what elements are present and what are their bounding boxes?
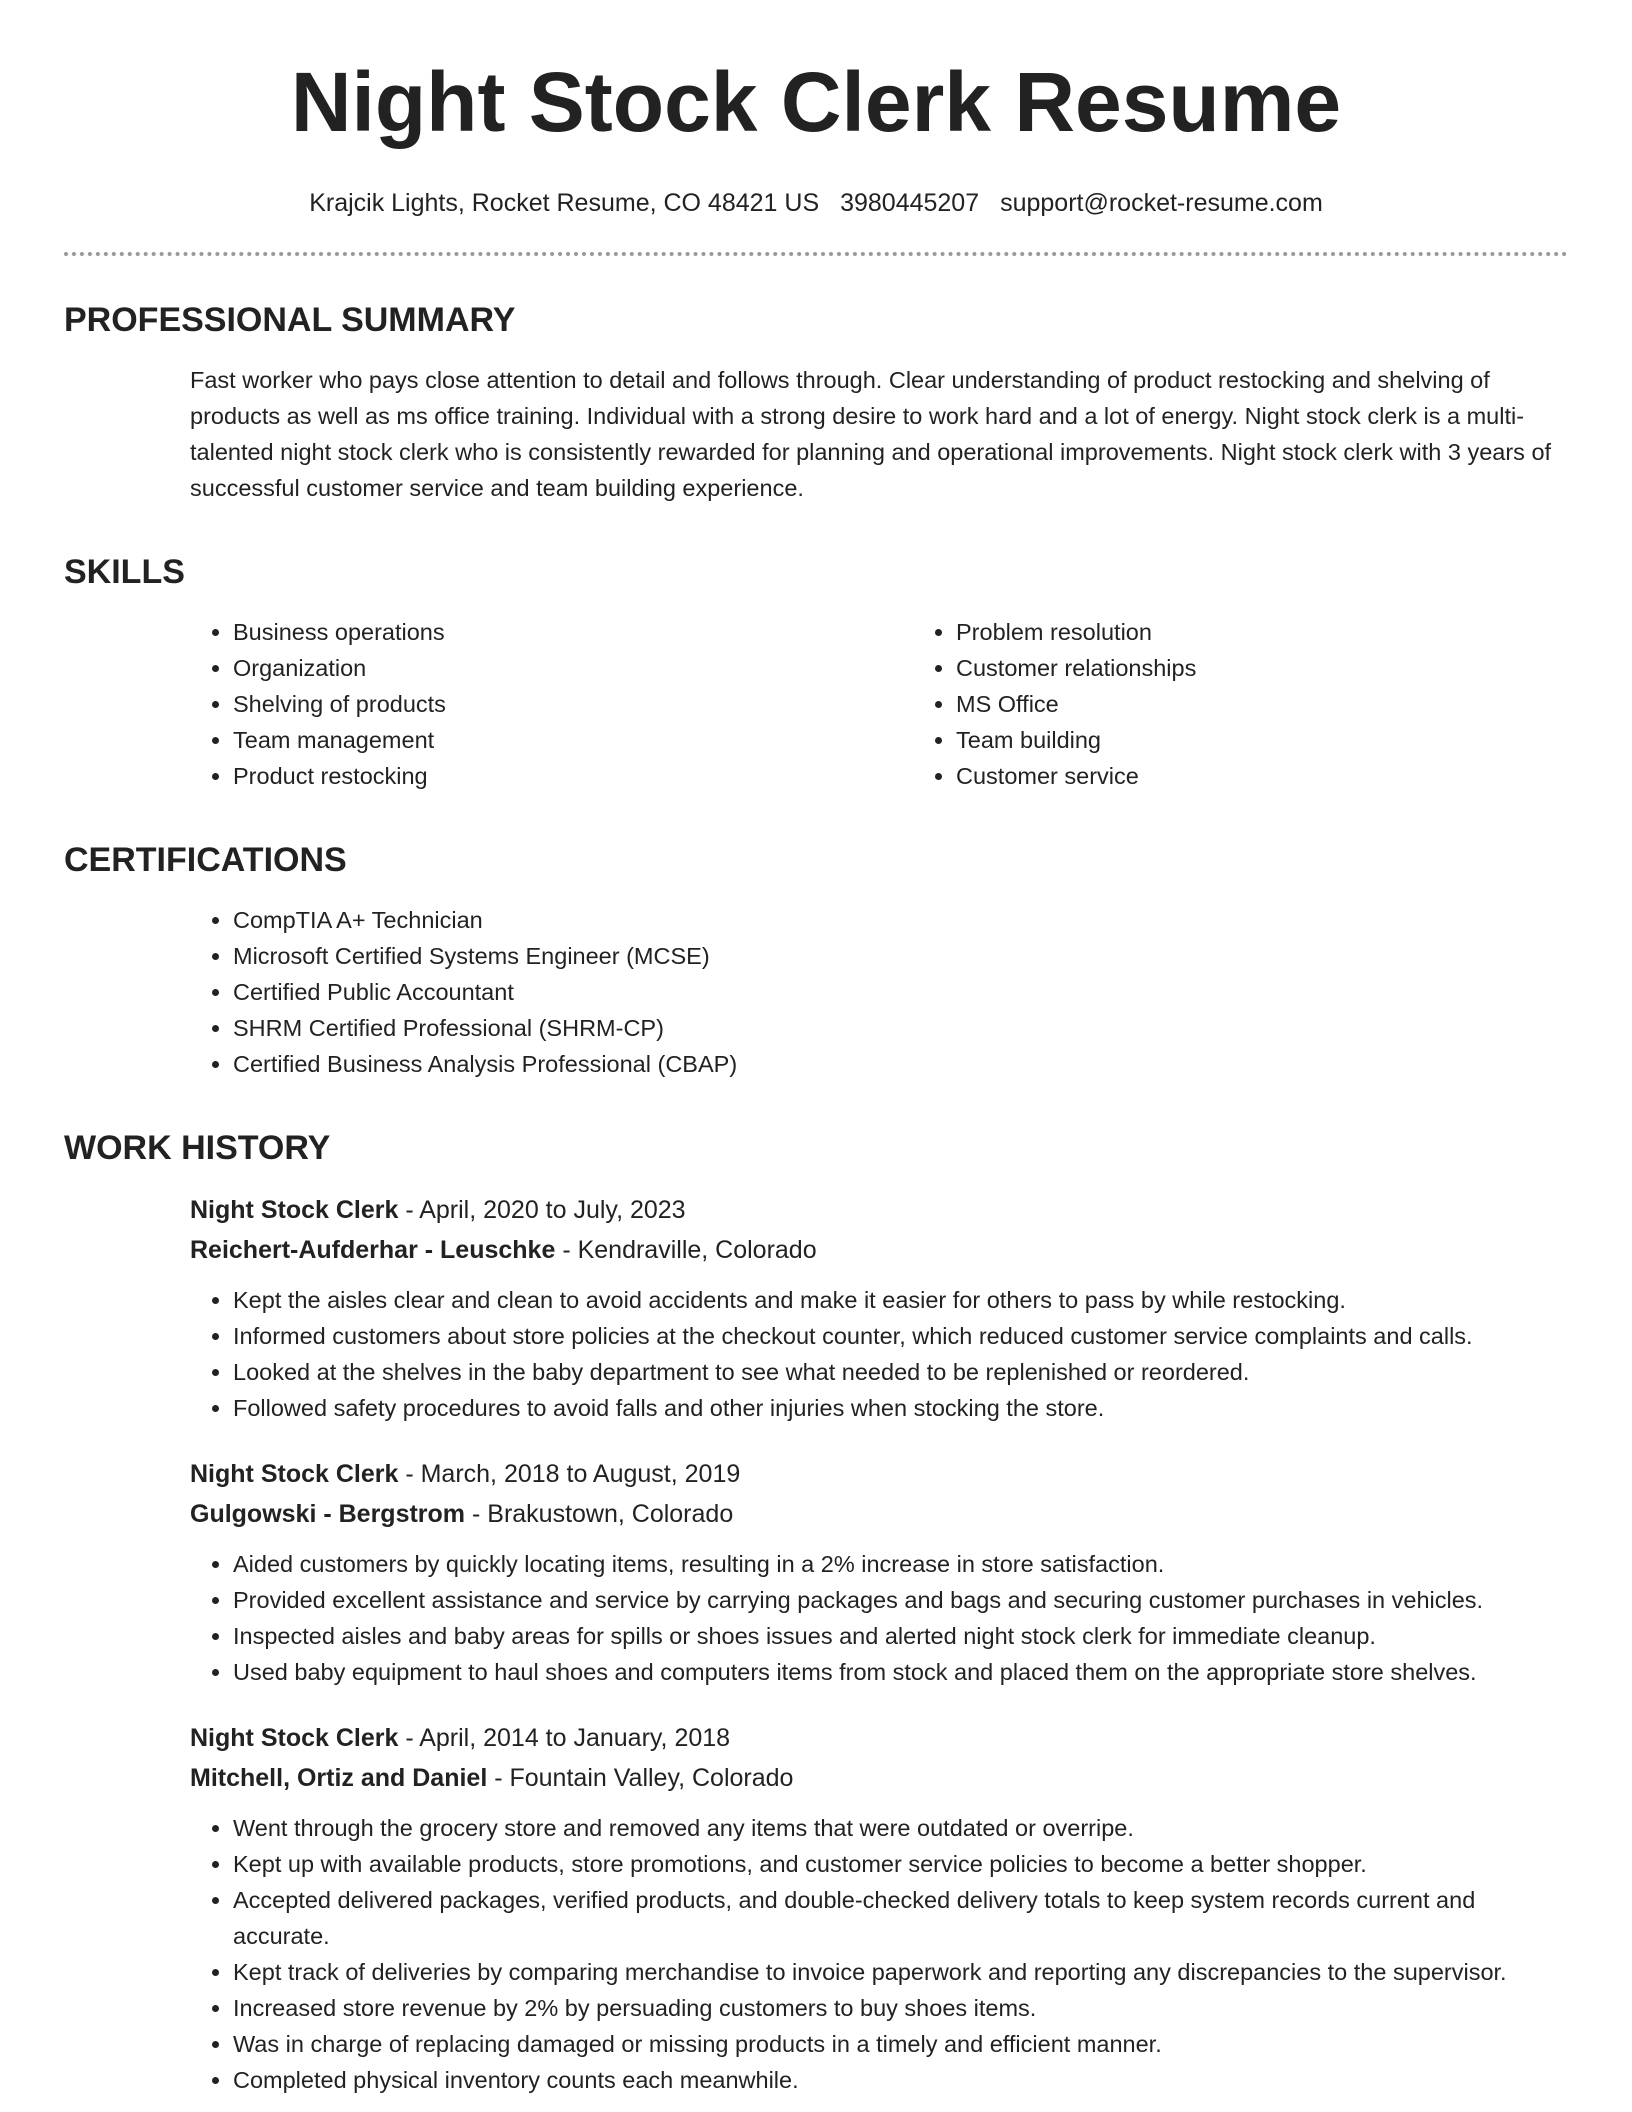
skills-section	[64, 552, 1568, 794]
resume-title: Night Stock Clerk Resume	[290, 55, 1342, 149]
job-bullet: • Was in charge of replacing damaged or missing products in a timely and efficient manner.	[233, 2026, 1568, 2062]
certification-item: • CompTIA A+ Technician	[233, 902, 1568, 938]
certification-item: • Certified Business Analysis Professional (CBAP)	[233, 1046, 1568, 1082]
job-bullet: • Informed customers about store policies at the checkout counter, which reduced customer service complaints and calls.	[233, 1318, 1568, 1354]
skill-item: • Team building	[956, 722, 1632, 758]
job-bullets	[190, 1546, 1568, 1690]
job-location: - Fountain Valley, Colorado	[487, 1764, 794, 1792]
contact-address: Krajcik Lights, Rocket Resume, CO 48421 US	[309, 189, 820, 217]
job-company-line	[190, 1230, 1568, 1270]
job-location: - Brakustown, Colorado	[465, 1500, 734, 1528]
skill-item: • Business operations	[233, 614, 913, 650]
job-location: - Kendraville, Colorado	[555, 1236, 817, 1264]
resume-header	[64, 0, 1568, 218]
summary-section	[64, 300, 1568, 506]
job-bullet: • Kept the aisles clear and clean to avoid accidents and make it easier for others to pass by while restocking.	[233, 1282, 1568, 1318]
job-entry	[190, 1454, 1568, 1690]
job-bullet: • Completed physical inventory counts each meanwhile.	[233, 2062, 1568, 2098]
job-title-line	[190, 1718, 1568, 1758]
skills-list-left	[190, 614, 913, 794]
job-title-line	[190, 1190, 1568, 1230]
job-bullet: • Inspected aisles and baby areas for spills or shoes issues and alerted night stock clerk for immediate cleanup.	[233, 1618, 1568, 1654]
certification-item: • Certified Public Accountant	[233, 974, 1568, 1010]
job-bullet: • Kept up with available products, store promotions, and customer service policies to become a better shopper.	[233, 1846, 1568, 1882]
job-bullet: • Went through the grocery store and removed any items that were outdated or overripe.	[233, 1810, 1568, 1846]
job-bullet: • Kept track of deliveries by comparing merchandise to invoice paperwork and reporting any discrepancies to the supervisor.	[233, 1954, 1568, 1990]
job-company: Mitchell, Ortiz and Daniel	[190, 1764, 488, 1792]
job-bullet: • Provided excellent assistance and service by carrying packages and bags and securing customer purchases in vehicles.	[233, 1582, 1568, 1618]
contact-email: support@rocket-resume.com	[1000, 189, 1323, 217]
job-bullet: • Looked at the shelves in the baby department to see what needed to be replenished or reordered.	[233, 1354, 1568, 1390]
job-bullet: • Followed safety procedures to avoid falls and other injuries when stocking the store.	[233, 1390, 1568, 1426]
job-role: Night Stock Clerk	[190, 1724, 399, 1752]
job-company-line	[190, 1494, 1568, 1534]
certifications-section	[64, 840, 1568, 1082]
contact-phone: 3980445207	[840, 189, 980, 217]
job-bullet: • Used baby equipment to haul shoes and computers items from stock and placed them on the appropriate store shelves.	[233, 1654, 1568, 1690]
job-entry	[190, 1718, 1568, 2098]
certifications-heading: CERTIFICATIONS	[64, 841, 347, 879]
job-company: Reichert-Aufderhar - Leuschke	[190, 1236, 556, 1264]
job-dates: - April, 2014 to January, 2018	[398, 1724, 731, 1752]
job-company-line	[190, 1758, 1568, 1798]
certification-item: • SHRM Certified Professional (SHRM-CP)	[233, 1010, 1568, 1046]
work-history-section	[64, 1128, 1568, 2098]
job-bullets	[190, 1282, 1568, 1426]
job-entry	[190, 1190, 1568, 1426]
job-title-line	[190, 1454, 1568, 1494]
skill-item: • Organization	[233, 650, 913, 686]
certification-item: • Microsoft Certified Systems Engineer (MCSE)	[233, 938, 1568, 974]
summary-text: Fast worker who pays close attention to detail and follows through. Clear understanding of product restocking and shelving of products as well as ms office training. Individual with a strong desire to work hard and a lot of energy. Night stock clerk is a multi-talented night stock clerk who is consistently rewarded for planning and operational improvements. Night stock clerk with 3 years of successful customer service and team building experience.	[190, 367, 1552, 501]
skill-item: • Shelving of products	[233, 686, 913, 722]
work-history-heading: WORK HISTORY	[64, 1129, 331, 1167]
skill-item: • Customer relationships	[956, 650, 1632, 686]
job-dates: - April, 2020 to July, 2023	[398, 1196, 686, 1224]
header-divider	[64, 252, 1568, 256]
skill-item: • Team management	[233, 722, 913, 758]
job-bullet: • Aided customers by quickly locating items, resulting in a 2% increase in store satisfaction.	[233, 1546, 1568, 1582]
skill-item: • Customer service	[956, 758, 1632, 794]
job-role: Night Stock Clerk	[190, 1460, 399, 1488]
job-bullet: • Increased store revenue by 2% by persuading customers to buy shoes items.	[233, 1990, 1568, 2026]
skill-item: • MS Office	[956, 686, 1632, 722]
job-dates: - March, 2018 to August, 2019	[398, 1460, 741, 1488]
contact-line	[64, 188, 1568, 218]
skill-item: • Product restocking	[233, 758, 913, 794]
job-company: Gulgowski - Bergstrom	[190, 1500, 466, 1528]
skills-list-right	[913, 614, 1632, 794]
job-role: Night Stock Clerk	[190, 1196, 399, 1224]
skills-heading: SKILLS	[64, 553, 185, 591]
skill-item: • Problem resolution	[956, 614, 1632, 650]
job-bullets	[190, 1810, 1568, 2098]
summary-heading: PROFESSIONAL SUMMARY	[64, 301, 516, 339]
certifications-list	[190, 902, 1568, 1082]
job-bullet: • Accepted delivered packages, verified products, and double-checked delivery totals to keep system records current and accurate.	[233, 1882, 1568, 1954]
